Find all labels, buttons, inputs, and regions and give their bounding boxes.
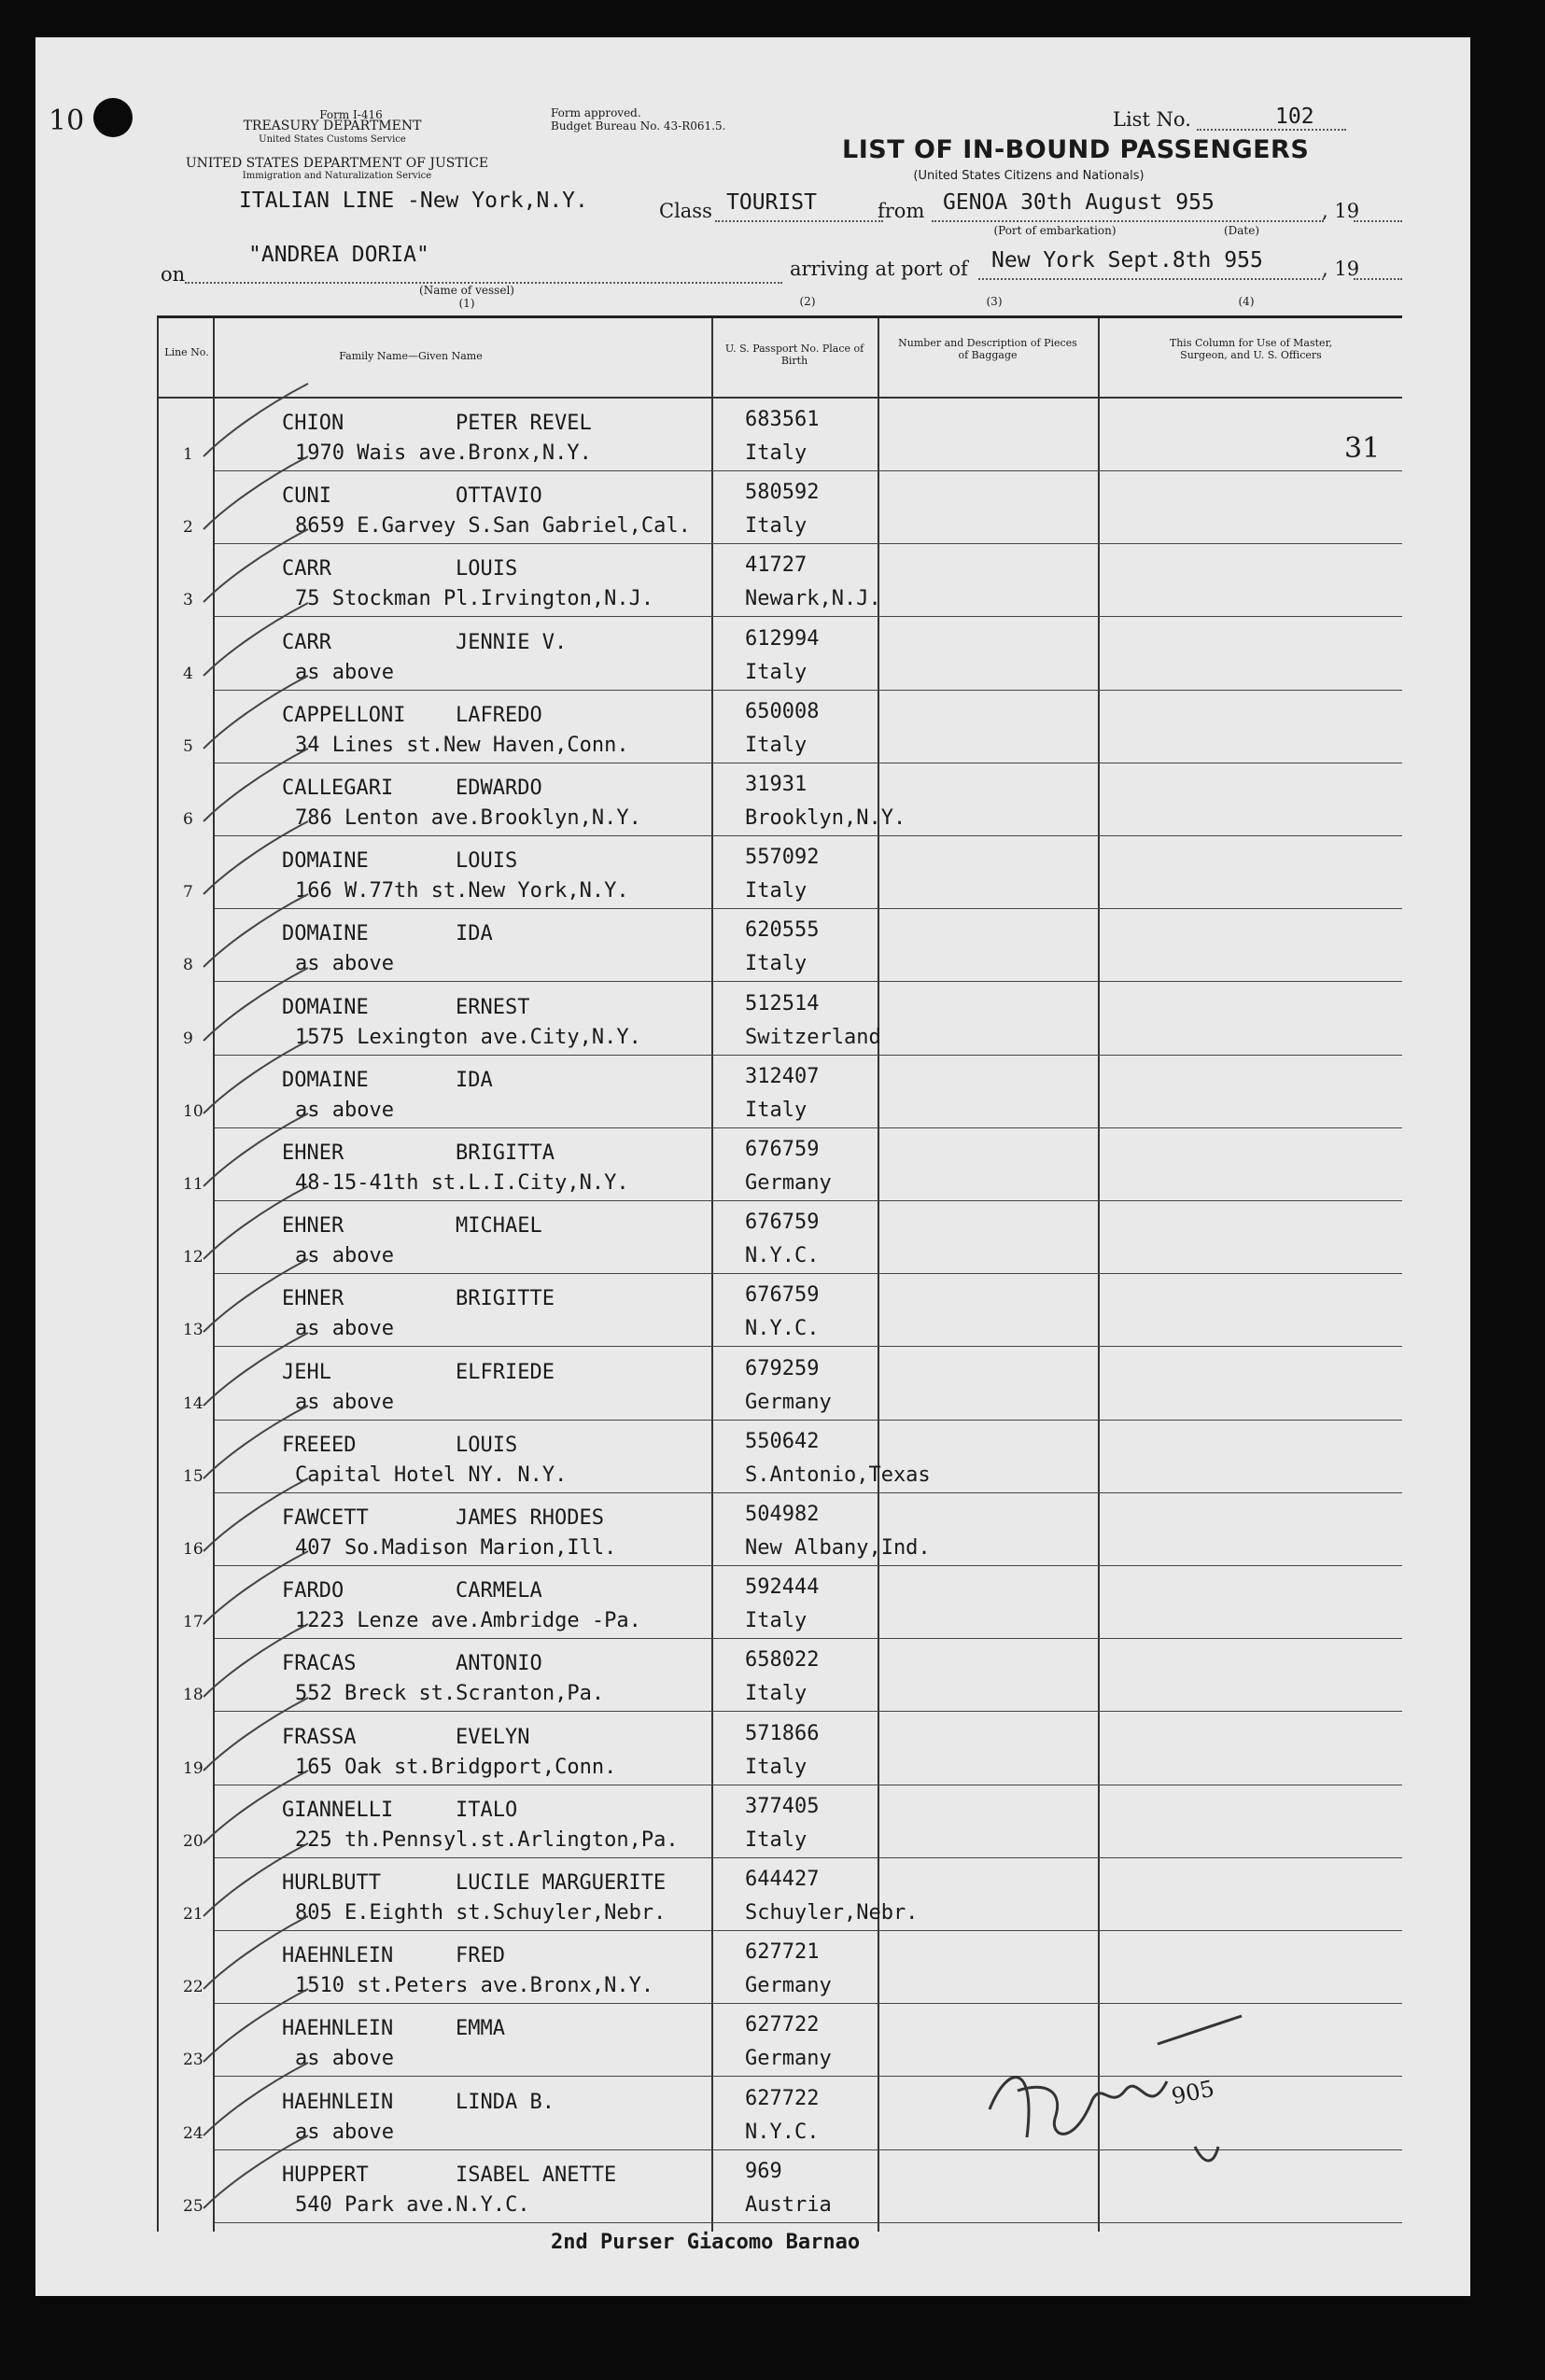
address: 1510 st.Peters ave.Bronx,N.Y.	[295, 1974, 654, 1998]
check-mark	[196, 672, 317, 756]
table-row	[159, 1274, 1402, 1347]
check-mark	[196, 1329, 317, 1413]
class-line	[715, 220, 883, 222]
given-name: IDA	[456, 922, 493, 946]
place-of-birth: Germany	[745, 1390, 832, 1414]
customs-label: United States Customs Service	[259, 134, 406, 145]
family-name: CARR	[282, 557, 331, 581]
table-row	[159, 1713, 1402, 1785]
place-of-birth: Germany	[745, 2047, 832, 2071]
list-number-label: List No.	[1113, 108, 1191, 131]
col-number-3: (3)	[986, 295, 1003, 308]
vessel-note: (Name of vessel)	[419, 284, 514, 297]
passport-number: 580592	[745, 481, 820, 505]
passport-number: 627722	[745, 2013, 820, 2037]
table-row	[159, 1421, 1402, 1493]
address: 1970 Wais ave.Bronx,N.Y.	[295, 441, 592, 465]
place-of-birth: Italy	[745, 952, 808, 976]
purser-signature-line: 2nd Purser Giacomo Barnao	[551, 2231, 861, 2254]
line-number: 4	[183, 664, 193, 683]
place-of-birth: Germany	[745, 1171, 832, 1195]
table-row	[159, 836, 1402, 909]
address: 805 E.Eighth st.Schuyler,Nebr.	[295, 1901, 667, 1925]
justice-label: UNITED STATES DEPARTMENT OF JUSTICE	[185, 156, 489, 171]
line-number: 14	[183, 1393, 204, 1413]
on-label: on	[161, 263, 186, 286]
table-row	[159, 983, 1402, 1056]
arrival-year-line	[1354, 278, 1402, 280]
table-row	[159, 1785, 1402, 1858]
check-mark	[196, 1547, 317, 1631]
col1-number: (1)	[458, 297, 475, 310]
family-name: HAEHNLEIN	[282, 2090, 394, 2114]
passport-number: 676759	[745, 1283, 820, 1308]
check-mark	[196, 1110, 317, 1194]
from-label: from	[878, 200, 925, 222]
given-name: JENNIE V.	[456, 630, 568, 654]
family-name: CALLEGARI	[282, 777, 394, 800]
given-name: ANTONIO	[456, 1652, 542, 1676]
check-mark	[196, 890, 317, 974]
family-name: CHION	[282, 412, 344, 435]
table-row	[159, 1931, 1402, 2004]
arrival-line	[978, 278, 1324, 280]
check-mark	[196, 380, 317, 464]
line-number: 19	[183, 1758, 204, 1778]
place-of-birth: Italy	[745, 1682, 808, 1706]
port-embark-note: (Port of embarkation)	[993, 224, 1117, 237]
check-mark	[196, 1402, 317, 1486]
given-name: EVELYN	[456, 1725, 530, 1749]
family-name: HURLBUTT	[282, 1871, 381, 1895]
place-of-birth: Italy	[745, 1755, 808, 1779]
passport-number: 620555	[745, 918, 820, 943]
place-of-birth: Italy	[745, 1609, 808, 1633]
from-value: GENOA 30th August 955	[943, 190, 1215, 215]
given-name: OTTAVIO	[456, 484, 542, 509]
table-row	[159, 618, 1402, 691]
address: 786 Lenton ave.Brooklyn,N.Y.	[295, 806, 641, 830]
from-line	[932, 220, 1324, 222]
given-name: FRED	[456, 1944, 505, 1968]
passenger-table	[157, 295, 1402, 2232]
line-number: 13	[183, 1321, 204, 1340]
address: 1575 Lexington ave.City,N.Y.	[295, 1025, 641, 1049]
line-number: 16	[183, 1540, 204, 1559]
arrival-year-suffix: , 19	[1322, 258, 1360, 280]
table-row	[159, 1201, 1402, 1274]
given-name: LOUIS	[456, 1433, 518, 1457]
passport-number: 650008	[745, 699, 820, 723]
given-name: BRIGITTA	[456, 1141, 555, 1165]
place-of-birth: Austria	[745, 2192, 832, 2217]
address: 48-15-41th st.L.I.City,N.Y.	[295, 1171, 629, 1195]
binder-hole	[93, 98, 133, 137]
table-row	[159, 1493, 1402, 1566]
family-name: FARDO	[282, 1579, 344, 1603]
check-mark	[196, 1840, 317, 1924]
place-of-birth: New Albany,Ind.	[745, 1536, 931, 1560]
passport-number: 312407	[745, 1064, 820, 1088]
place-of-birth: N.Y.C.	[745, 1317, 820, 1341]
check-mark	[196, 1985, 317, 2069]
address: 407 So.Madison Marion,Ill.	[295, 1536, 617, 1560]
family-name: DOMAINE	[282, 922, 369, 946]
given-name: IDA	[456, 1068, 493, 1092]
check-mark	[196, 1912, 317, 1996]
table-row	[159, 691, 1402, 763]
passport-number: 31931	[745, 773, 808, 796]
class-label: Class	[659, 200, 712, 222]
row-rule	[215, 2222, 1402, 2223]
passport-number: 592444	[745, 1575, 820, 1600]
line-number: 2	[183, 518, 193, 538]
table-row	[159, 471, 1402, 544]
passport-number: 969	[745, 2159, 782, 2183]
col-header-name: Family Name—Given Name	[339, 350, 483, 362]
line-number: 6	[183, 810, 193, 829]
passport-number: 627722	[745, 2086, 820, 2110]
check-mark	[196, 1037, 317, 1121]
passport-number: 377405	[745, 1794, 820, 1818]
address: 165 Oak st.Bridgport,Conn.	[295, 1755, 617, 1779]
check-mark	[196, 525, 317, 609]
given-name: LUCILE MARGUERITE	[456, 1871, 667, 1895]
place-of-birth: Italy	[745, 879, 808, 903]
line-number: 3	[183, 591, 193, 610]
check-mark	[196, 1183, 317, 1267]
table-row	[159, 1566, 1402, 1639]
passport-number: 550642	[745, 1429, 820, 1453]
note-905: 905	[1169, 2075, 1217, 2110]
officer-signature-scribble	[971, 2007, 1251, 2203]
given-name: EMMA	[456, 2017, 505, 2041]
check-mark	[196, 1620, 317, 1704]
col-header-officers: This Column for Use of Master, Surgeon, and U. S. Officers	[1169, 337, 1333, 361]
address: as above	[295, 1317, 394, 1341]
line-number: 22	[183, 1978, 204, 1997]
line-number: 12	[183, 1248, 204, 1267]
vessel-name: "ANDREA DORIA"	[248, 243, 429, 267]
table-row	[159, 544, 1402, 617]
address: as above	[295, 660, 394, 684]
line-number: 7	[183, 883, 193, 903]
family-name: FREEED	[282, 1433, 357, 1457]
form-approved: Form approved.	[551, 106, 641, 119]
col-header-baggage: Number and Description of Pieces of Baggage	[898, 337, 1077, 361]
family-name: HUPPERT	[282, 2163, 369, 2187]
place-of-birth: Brooklyn,N.Y.	[745, 806, 906, 830]
place-of-birth: Italy	[745, 514, 808, 539]
check-mark	[196, 818, 317, 902]
check-mark	[196, 2059, 317, 2143]
arrival-value: New York Sept.8th 955	[991, 248, 1263, 273]
list-number-line	[1197, 129, 1346, 131]
given-name: PETER REVEL	[456, 412, 592, 435]
document-title: LIST OF IN-BOUND PASSENGERS	[842, 135, 1310, 164]
line-number: 1	[183, 445, 193, 464]
from-year-line	[1354, 220, 1402, 222]
family-name: EHNER	[282, 1141, 344, 1165]
given-name: MICHAEL	[456, 1214, 542, 1239]
check-mark	[196, 745, 317, 829]
line-number: 18	[183, 1686, 204, 1705]
col-header-passport: U. S. Passport No. Place of Birth	[724, 343, 864, 367]
address: as above	[295, 1098, 394, 1122]
immigration-label: Immigration and Naturalization Service	[242, 171, 432, 181]
table-row	[159, 399, 1402, 471]
address: 1223 Lenze ave.Ambridge -Pa.	[295, 1609, 641, 1633]
address: 34 Lines st.New Haven,Conn.	[295, 733, 629, 757]
line-number: 9	[183, 1029, 193, 1048]
line-number: 10	[183, 1101, 204, 1121]
passport-number: 627721	[745, 1940, 820, 1965]
passport-number: 41727	[745, 553, 808, 578]
passport-number: 658022	[745, 1648, 820, 1673]
address: as above	[295, 1244, 394, 1268]
line-number: 11	[183, 1175, 204, 1194]
family-name: HAEHNLEIN	[282, 1944, 394, 1968]
given-name: LAFREDO	[456, 703, 542, 727]
arriving-label: arriving at port of	[790, 258, 968, 280]
passport-number: 644427	[745, 1868, 820, 1891]
passport-number: 676759	[745, 1211, 820, 1235]
line-number: 8	[183, 956, 193, 975]
address: 225 th.Pennsyl.st.Arlington,Pa.	[295, 1827, 679, 1852]
from-year-suffix: , 19	[1322, 200, 1360, 222]
address: as above	[295, 2120, 394, 2144]
form-number: Form I-416	[319, 108, 383, 121]
line-number: 23	[183, 2051, 204, 2070]
table-row	[159, 909, 1402, 982]
document-subtitle: (United States Citizens and Nationals)	[913, 169, 1145, 183]
margin-mark: 10	[49, 105, 85, 137]
line-number: 15	[183, 1466, 204, 1486]
place-of-birth: Italy	[745, 1827, 808, 1852]
check-mark	[196, 1694, 317, 1778]
address: as above	[295, 952, 394, 976]
passport-number: 683561	[745, 408, 820, 431]
date-note: (Date)	[1223, 224, 1260, 237]
address: 540 Park ave.N.Y.C.	[295, 2192, 530, 2217]
family-name: EHNER	[282, 1287, 344, 1311]
check-mark	[196, 599, 317, 683]
class-value: TOURIST	[726, 190, 817, 215]
given-name: BRIGITTE	[456, 1287, 555, 1311]
col-number-4: (4)	[1238, 295, 1255, 308]
family-name: CUNI	[282, 484, 331, 509]
place-of-birth: Italy	[745, 441, 808, 465]
family-name: CARR	[282, 630, 331, 654]
check-mark	[196, 1767, 317, 1851]
list-number-value: 102	[1275, 105, 1314, 129]
line-number: 17	[183, 1613, 204, 1632]
given-name: ITALO	[456, 1798, 518, 1822]
budget-bureau: Budget Bureau No. 43-R061.5.	[551, 119, 726, 133]
check-mark	[196, 964, 317, 1048]
family-name: FRASSA	[282, 1725, 357, 1749]
family-name: GIANNELLI	[282, 1798, 394, 1822]
address: 8659 E.Garvey S.San Gabriel,Cal.	[295, 514, 691, 539]
address: 75 Stockman Pl.Irvington,N.J.	[295, 587, 654, 611]
passport-number: 504982	[745, 1503, 820, 1526]
table-row	[159, 763, 1402, 836]
address: as above	[295, 1390, 394, 1414]
place-of-birth: Italy	[745, 660, 808, 684]
side-count: 31	[1344, 432, 1381, 465]
passport-number: 571866	[745, 1721, 820, 1745]
address: 166 W.77th st.New York,N.Y.	[295, 879, 629, 903]
family-name: FAWCETT	[282, 1506, 369, 1530]
check-mark	[196, 1475, 317, 1559]
place-of-birth: Germany	[745, 1974, 832, 1998]
family-name: FRACAS	[282, 1652, 357, 1676]
shipping-line: ITALIAN LINE -New York,N.Y.	[239, 189, 588, 213]
place-of-birth: Italy	[745, 1098, 808, 1122]
place-of-birth: N.Y.C.	[745, 1244, 820, 1268]
check-mark	[196, 2132, 317, 2216]
given-name: JAMES RHODES	[456, 1506, 604, 1530]
family-name: DOMAINE	[282, 849, 369, 874]
given-name: EDWARDO	[456, 777, 542, 800]
table-row	[159, 1128, 1402, 1201]
table-row	[159, 1056, 1402, 1128]
given-name: CARMELA	[456, 1579, 542, 1603]
place-of-birth: Italy	[745, 733, 808, 757]
given-name: LINDA B.	[456, 2090, 555, 2114]
passport-number: 676759	[745, 1138, 820, 1161]
given-name: LOUIS	[456, 849, 518, 874]
table-row	[159, 1348, 1402, 1421]
line-number: 24	[183, 2123, 204, 2143]
family-name: CAPPELLONI	[282, 703, 406, 727]
treasury-label: TREASURY DEPARTMENT	[243, 119, 422, 133]
address: 552 Breck st.Scranton,Pa.	[295, 1682, 605, 1706]
family-name: EHNER	[282, 1214, 344, 1239]
given-name: LOUIS	[456, 557, 518, 581]
passport-number: 679259	[745, 1356, 820, 1380]
check-mark	[196, 1255, 317, 1339]
place-of-birth: Newark,N.J.	[745, 587, 881, 611]
address: Capital Hotel NY. N.Y.	[295, 1463, 568, 1487]
given-name: ELFRIEDE	[456, 1360, 555, 1384]
passport-number: 557092	[745, 846, 820, 870]
line-number: 25	[183, 2196, 204, 2216]
family-name: JEHL	[282, 1360, 331, 1384]
given-name: ERNEST	[456, 995, 530, 1019]
col-header-line-no: Line No.	[164, 346, 209, 358]
family-name: HAEHNLEIN	[282, 2017, 394, 2041]
place-of-birth: Schuyler,Nebr.	[745, 1901, 919, 1925]
line-number: 20	[183, 1831, 204, 1851]
line-number: 21	[183, 1905, 204, 1924]
table-row	[159, 1858, 1402, 1931]
col-number-2: (2)	[799, 295, 816, 308]
place-of-birth: N.Y.C.	[745, 2120, 820, 2144]
line-number: 5	[183, 736, 193, 756]
given-name: ISABEL ANETTE	[456, 2163, 617, 2187]
place-of-birth: S.Antonio,Texas	[745, 1463, 931, 1487]
check-mark	[196, 453, 317, 537]
family-name: DOMAINE	[282, 1068, 369, 1092]
address: as above	[295, 2047, 394, 2071]
passport-number: 612994	[745, 626, 820, 651]
place-of-birth: Switzerland	[745, 1025, 881, 1049]
family-name: DOMAINE	[282, 995, 369, 1019]
table-row	[159, 1639, 1402, 1712]
passport-number: 512514	[745, 991, 820, 1015]
